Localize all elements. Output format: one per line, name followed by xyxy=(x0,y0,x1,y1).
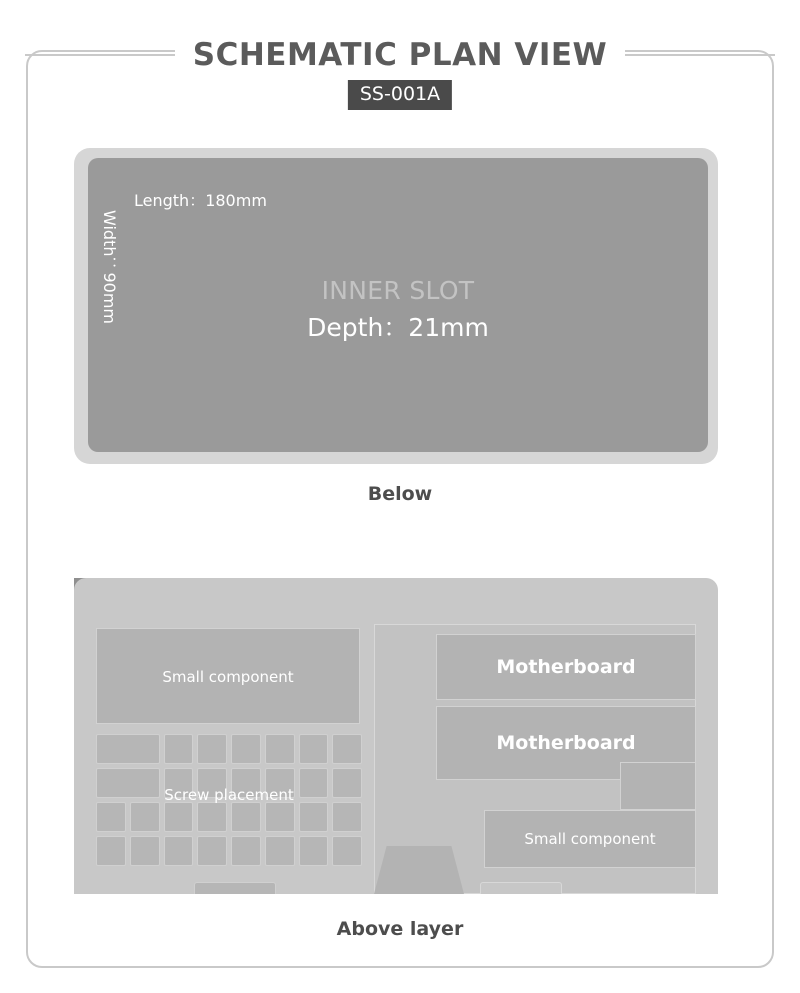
inner-slot-area xyxy=(88,158,708,452)
screw-cell xyxy=(164,734,194,764)
screw-cell xyxy=(164,802,194,832)
inner-slot-title: INNER SLOT xyxy=(321,276,475,305)
screw-cell xyxy=(265,836,295,866)
part-small-component-right: Small component xyxy=(484,810,696,868)
screw-cell xyxy=(332,802,362,832)
part-screw-placement-label: Screw placement xyxy=(164,786,294,804)
title-rule-right xyxy=(625,54,775,56)
length-dimension-label: Length：180mm xyxy=(134,191,267,210)
part-right-tab xyxy=(620,762,696,810)
center-notch-shape xyxy=(374,846,464,894)
part-motherboard-bottom: Motherboard xyxy=(436,706,696,780)
screw-cell xyxy=(96,734,160,764)
bottom-tab-right xyxy=(480,882,562,894)
screw-cell xyxy=(197,836,227,866)
screw-cell xyxy=(332,734,362,764)
screw-cell xyxy=(332,836,362,866)
below-diagram xyxy=(74,148,718,464)
screw-cell xyxy=(299,836,329,866)
screw-cell xyxy=(197,734,227,764)
screw-cell xyxy=(96,836,126,866)
part-small-component-left-label: Small component xyxy=(162,668,294,686)
width-dimension-label: Width：90mm xyxy=(100,210,119,325)
above-caption: Above layer xyxy=(336,918,464,940)
model-badge: SS-001A xyxy=(348,80,452,110)
bottom-tab-left xyxy=(194,882,276,894)
below-caption: Below xyxy=(367,483,433,505)
screw-cell xyxy=(299,802,329,832)
screw-cell xyxy=(265,734,295,764)
page-title: SCHEMATIC PLAN VIEW xyxy=(175,37,625,73)
screw-placement-grid xyxy=(96,734,362,894)
part-motherboard-top: Motherboard xyxy=(436,634,696,700)
screw-cell xyxy=(130,836,160,866)
screw-cell xyxy=(96,802,126,832)
screw-cell xyxy=(265,802,295,832)
title-rule-left xyxy=(25,54,175,56)
screw-cell xyxy=(231,836,261,866)
screw-cell xyxy=(231,734,261,764)
screw-cell xyxy=(197,802,227,832)
above-layer-diagram xyxy=(74,578,718,894)
page-title-container xyxy=(0,30,800,80)
screw-cell xyxy=(299,734,329,764)
screw-cell xyxy=(130,802,160,832)
depth-dimension-label: Depth：21mm xyxy=(307,313,489,342)
screw-cell xyxy=(231,802,261,832)
screw-cell xyxy=(164,836,194,866)
